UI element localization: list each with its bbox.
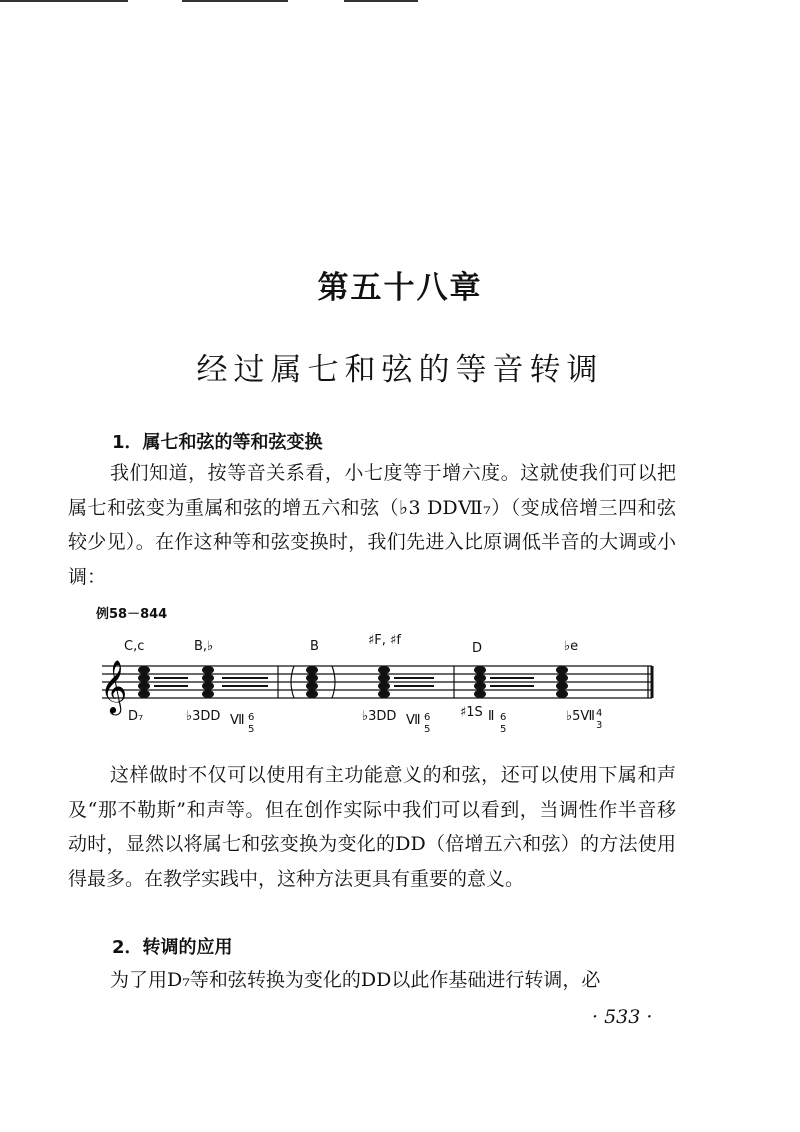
treble-clef-icon: 𝄞	[100, 659, 128, 713]
score-bottom-label-1: D₇	[128, 709, 144, 724]
score-bottom-label-12: 6	[500, 712, 507, 723]
score-bottom-label-11: Ⅱ	[488, 709, 495, 724]
paragraph-3: 为了用D₇等和弦转换为变化的DD以此作基础进行转调，必	[110, 969, 601, 991]
score-top-label-5: D	[472, 641, 483, 656]
score-bottom-label-5: 5	[248, 724, 255, 735]
top-rule-2	[182, 0, 288, 2]
paragraph-2: 这样做时不仅可以使用有主功能意义的和弦，还可以使用下属和声及“那不勒斯”和声等。但在创作实际中我们可以看到，当调性作半音移动时，显然以将属七和弦变换为变化的DD（倍增五六和弦）的方法使用得最多。在教学实践中，这种方法更具有重要的意义。	[68, 764, 676, 890]
score-top-label-2: B,♭	[194, 639, 214, 654]
score-bottom-label-9: 5	[424, 724, 431, 735]
top-rule-3	[344, 0, 418, 2]
page-number: · 533 ·	[592, 1006, 653, 1028]
staff-lines	[102, 666, 652, 698]
example-label: 例58－844	[96, 607, 168, 622]
score-top-label-3: B	[310, 639, 319, 654]
score-bottom-label-13: 5	[500, 724, 507, 735]
score-bottom-label-14: ♭5Ⅶ	[566, 709, 595, 724]
chapter-title: 第五十八章	[317, 270, 483, 306]
score-top-label-1: C,c	[124, 639, 145, 654]
score-bottom-label-8: 6	[424, 712, 431, 723]
score-top-label-6: ♭e	[564, 639, 579, 654]
paragraph-1: 我们知道，按等音关系看，小七度等于增六度。这就使我们可以把属七和弦变为重属和弦的增五六和弦（♭3 DDⅦ₇）（变成倍增三四和弦较少见）。在作这种等和弦变换时，我们先进入比原调低半音的大调或小调：	[68, 462, 676, 588]
score-bottom-label-2: ♭3DD	[186, 709, 221, 724]
chapter-subtitle: 经过属七和弦的等音转调	[196, 352, 604, 388]
score-bottom-label-16: 3	[596, 720, 603, 731]
score-bottom-label-6: ♭3DD	[362, 709, 397, 724]
score-bottom-label-15: 4	[596, 708, 603, 719]
section-1-heading: 1．属七和弦的等和弦变换	[112, 432, 323, 453]
section-2-heading: 2．转调的应用	[112, 937, 233, 958]
music-score	[88, 628, 668, 740]
top-rule-1	[0, 0, 128, 2]
score-bottom-label-10: ♯1S	[460, 705, 483, 720]
score-bottom-label-3: Ⅶ	[230, 713, 245, 728]
score-bottom-label-7: Ⅶ	[406, 713, 421, 728]
score-top-label-4: ♯F, ♯f	[368, 633, 401, 648]
score-bottom-label-4: 6	[248, 712, 255, 723]
